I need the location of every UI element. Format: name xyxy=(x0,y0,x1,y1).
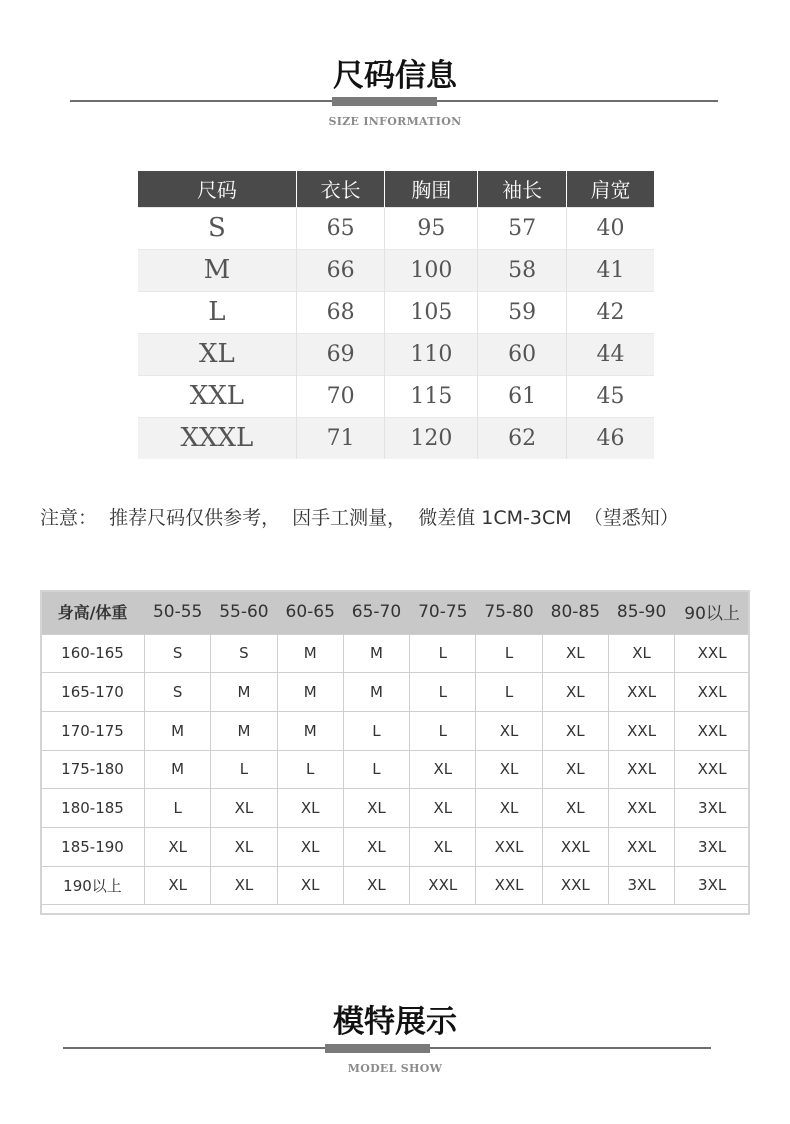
size-info-title: 尺码信息 xyxy=(333,58,457,94)
recommended-size-cell: XXL xyxy=(542,827,608,866)
recommended-size-cell: 3XL xyxy=(675,789,750,828)
measurement-cell: 59 xyxy=(478,291,567,333)
height-weight-header: 身高/体重 xyxy=(41,590,145,634)
recommended-size-cell: M xyxy=(343,673,409,712)
size-label-cell: M xyxy=(138,249,296,291)
recommended-size-cell: M xyxy=(211,673,277,712)
recommended-size-cell: L xyxy=(476,673,542,712)
weight-range-header: 50-55 xyxy=(145,590,211,634)
recommended-size-cell: XL xyxy=(542,673,608,712)
size-table-row xyxy=(138,291,654,333)
size-info-table xyxy=(138,171,654,459)
rec-table-row xyxy=(41,673,750,712)
divider-accent xyxy=(332,97,437,106)
measurement-cell: 42 xyxy=(566,291,654,333)
recommended-size-cell: L xyxy=(145,789,211,828)
recommended-size-cell: XL xyxy=(608,634,674,673)
recommended-size-cell: M xyxy=(145,711,211,750)
header-size: 尺码 xyxy=(138,171,296,207)
weight-range-header: 80-85 xyxy=(542,590,608,634)
size-table-row xyxy=(138,249,654,291)
measurement-cell: 45 xyxy=(566,375,654,417)
size-label-cell: S xyxy=(138,207,296,249)
measurement-cell: 70 xyxy=(296,375,385,417)
size-table-row xyxy=(138,375,654,417)
size-label-cell: L xyxy=(138,291,296,333)
measurement-cell: 60 xyxy=(478,333,567,375)
weight-range-header: 85-90 xyxy=(608,590,674,634)
recommended-size-cell: XL xyxy=(410,827,476,866)
measurement-cell: 68 xyxy=(296,291,385,333)
measurement-cell: 71 xyxy=(296,417,385,459)
size-table-header-row xyxy=(138,171,654,207)
recommended-size-cell: XXL xyxy=(608,711,674,750)
recommended-size-cell: S xyxy=(211,634,277,673)
measurement-cell: 95 xyxy=(385,207,478,249)
model-show-title: 模特展示 xyxy=(333,1004,457,1040)
recommended-size-cell: XL xyxy=(343,866,409,905)
recommended-size-cell: XL xyxy=(211,827,277,866)
measurement-cell: 105 xyxy=(385,291,478,333)
recommended-size-cell: M xyxy=(211,711,277,750)
recommended-size-cell: M xyxy=(277,673,343,712)
recommended-size-cell: XXL xyxy=(542,866,608,905)
measurement-cell: 58 xyxy=(478,249,567,291)
recommended-size-cell: XXL xyxy=(675,673,750,712)
recommended-size-cell: XXL xyxy=(608,750,674,789)
header-chest: 胸围 xyxy=(385,171,478,207)
recommended-size-cell: M xyxy=(277,711,343,750)
height-range-cell: 165-170 xyxy=(41,673,145,712)
measurement-cell: 100 xyxy=(385,249,478,291)
header-length: 衣长 xyxy=(296,171,385,207)
recommended-size-cell: XL xyxy=(542,750,608,789)
recommended-size-cell: XXL xyxy=(476,827,542,866)
rec-table-header-row xyxy=(41,590,750,634)
recommended-size-cell: XL xyxy=(476,750,542,789)
recommended-size-cell: XL xyxy=(277,866,343,905)
measurement-cell: 115 xyxy=(385,375,478,417)
recommended-size-cell: XL xyxy=(542,634,608,673)
recommended-size-cell: 3XL xyxy=(675,827,750,866)
recommended-size-cell: XL xyxy=(145,827,211,866)
measurement-cell: 57 xyxy=(478,207,567,249)
recommended-size-cell: XXL xyxy=(608,789,674,828)
weight-range-header: 60-65 xyxy=(277,590,343,634)
weight-range-header: 65-70 xyxy=(343,590,409,634)
recommended-size-cell: XXL xyxy=(608,673,674,712)
rec-table-row xyxy=(41,750,750,789)
recommended-size-cell: XL xyxy=(343,789,409,828)
recommended-size-cell: XL xyxy=(277,827,343,866)
recommended-size-cell: XL xyxy=(542,711,608,750)
recommended-size-cell: M xyxy=(145,750,211,789)
height-range-cell: 175-180 xyxy=(41,750,145,789)
recommended-size-cell: XL xyxy=(145,866,211,905)
recommended-size-cell: XXL xyxy=(675,750,750,789)
measurement-cell: 66 xyxy=(296,249,385,291)
recommended-size-cell: XL xyxy=(410,789,476,828)
size-label-cell: XL xyxy=(138,333,296,375)
recommended-size-cell: 3XL xyxy=(675,866,750,905)
recommended-size-cell: M xyxy=(343,634,409,673)
height-range-cell: 185-190 xyxy=(41,827,145,866)
measurement-cell: 40 xyxy=(566,207,654,249)
recommended-size-cell: XL xyxy=(542,789,608,828)
size-label-cell: XXXL xyxy=(138,417,296,459)
size-label-cell: XXL xyxy=(138,375,296,417)
recommended-size-cell: L xyxy=(343,711,409,750)
rec-table-row xyxy=(41,827,750,866)
weight-range-header: 55-60 xyxy=(211,590,277,634)
recommended-size-cell: XXL xyxy=(675,711,750,750)
recommended-size-cell: L xyxy=(476,634,542,673)
height-range-cell: 160-165 xyxy=(41,634,145,673)
measurement-cell: 69 xyxy=(296,333,385,375)
recommended-size-cell: L xyxy=(410,711,476,750)
size-recommendation-table xyxy=(40,590,750,905)
measurement-cell: 65 xyxy=(296,207,385,249)
rec-table-row xyxy=(41,711,750,750)
size-info-subtitle: SIZE INFORMATION xyxy=(328,115,462,128)
recommended-size-cell: XXL xyxy=(410,866,476,905)
recommended-size-cell: L xyxy=(343,750,409,789)
height-range-cell: 190以上 xyxy=(41,866,145,905)
recommended-size-cell: XXL xyxy=(675,634,750,673)
recommended-size-cell: XXL xyxy=(608,827,674,866)
recommended-size-cell: S xyxy=(145,673,211,712)
recommended-size-cell: XL xyxy=(277,789,343,828)
recommended-size-cell: XL xyxy=(343,827,409,866)
measurement-cell: 44 xyxy=(566,333,654,375)
weight-range-header: 75-80 xyxy=(476,590,542,634)
height-range-cell: 170-175 xyxy=(41,711,145,750)
measurement-cell: 46 xyxy=(566,417,654,459)
recommended-size-cell: XL xyxy=(211,789,277,828)
recommended-size-cell: XL xyxy=(211,866,277,905)
measurement-cell: 41 xyxy=(566,249,654,291)
recommended-size-cell: L xyxy=(277,750,343,789)
size-table-row xyxy=(138,207,654,249)
recommended-size-cell: L xyxy=(410,673,476,712)
measurement-cell: 110 xyxy=(385,333,478,375)
height-range-cell: 180-185 xyxy=(41,789,145,828)
recommended-size-cell: L xyxy=(211,750,277,789)
recommended-size-cell: S xyxy=(145,634,211,673)
weight-range-header: 90以上 xyxy=(675,590,750,634)
header-sleeve: 袖长 xyxy=(478,171,567,207)
recommended-size-cell: XL xyxy=(476,711,542,750)
recommended-size-cell: XL xyxy=(410,750,476,789)
measurement-cell: 120 xyxy=(385,417,478,459)
recommended-size-cell: 3XL xyxy=(608,866,674,905)
header-shoulder: 肩宽 xyxy=(566,171,654,207)
measurement-cell: 61 xyxy=(478,375,567,417)
weight-range-header: 70-75 xyxy=(410,590,476,634)
rec-table-row xyxy=(41,866,750,905)
size-table-row xyxy=(138,417,654,459)
divider-accent xyxy=(325,1044,430,1053)
recommended-size-cell: L xyxy=(410,634,476,673)
rec-table-row xyxy=(41,789,750,828)
size-table-row xyxy=(138,333,654,375)
measurement-note: 注意： 推荐尺码仅供参考， 因手工测量， 微差值 1CM-3CM （望悉知） xyxy=(40,507,679,529)
recommended-size-cell: XL xyxy=(476,789,542,828)
model-show-subtitle: MODEL SHOW xyxy=(347,1062,443,1075)
recommended-size-cell: M xyxy=(277,634,343,673)
rec-table-row xyxy=(41,634,750,673)
measurement-cell: 62 xyxy=(478,417,567,459)
recommended-size-cell: XXL xyxy=(476,866,542,905)
